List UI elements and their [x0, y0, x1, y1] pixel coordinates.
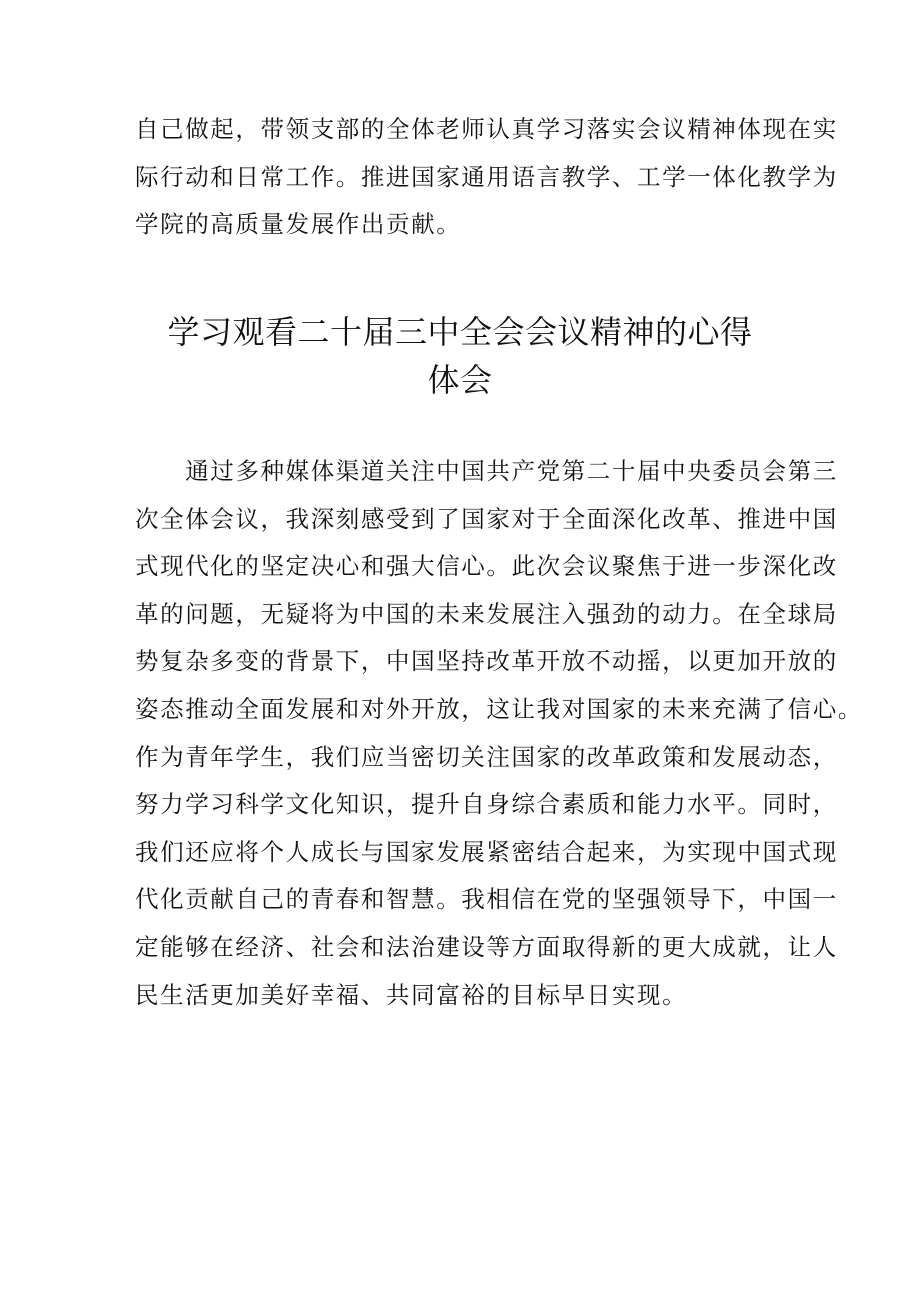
body-line: 努力学习科学文化知识，提升自身综合素质和能力水平。同时，: [135, 790, 838, 819]
body-line: 作为青年学生，我们应当密切关注国家的改革政策和发展动态，: [135, 742, 838, 771]
body-line: 势复杂多变的背景下，中国坚持改革开放不动摇，以更加开放的: [135, 647, 838, 676]
intro-paragraph: [135, 106, 838, 249]
body-line: 我们还应将个人成长与国家发展紧密结合起来，为实现中国式现: [135, 837, 838, 866]
body-line: 姿态推动全面发展和对外开放，这让我对国家的未来充满了信心。: [135, 694, 863, 723]
body-line: 革的问题，无疑将为中国的未来发展注入强劲的动力。在全球局: [135, 599, 838, 628]
title-line: 学习观看二十届三中全会会议精神的心得: [167, 313, 753, 351]
title-line: 体会: [427, 361, 493, 399]
body-line: 民生活更加美好幸福、共同富裕的目标早日实现。: [135, 980, 688, 1009]
document-title: [0, 308, 920, 404]
intro-line: 际行动和日常工作。推进国家通用语言教学、工学一体化教学为: [135, 162, 838, 191]
intro-line: 自己做起，带领支部的全体老师认真学习落实会议精神体现在实: [135, 115, 838, 143]
body-line: 通过多种媒体渠道关注中国共产党第二十届中央委员会第三: [135, 457, 838, 485]
body-line: 式现代化的坚定决心和强大信心。此次会议聚焦于进一步深化改: [135, 552, 838, 581]
body-line: 次全体会议，我深刻感受到了国家对于全面深化改革、推进中国: [135, 504, 838, 533]
intro-line: 学院的高质量发展作出贡献。: [135, 210, 462, 239]
body-paragraph: [135, 448, 863, 1019]
body-line: 代化贡献自己的青春和智慧。我相信在党的坚强领导下，中国一: [135, 885, 838, 914]
body-line: 定能够在经济、社会和法治建设等方面取得新的更大成就，让人: [135, 932, 838, 961]
